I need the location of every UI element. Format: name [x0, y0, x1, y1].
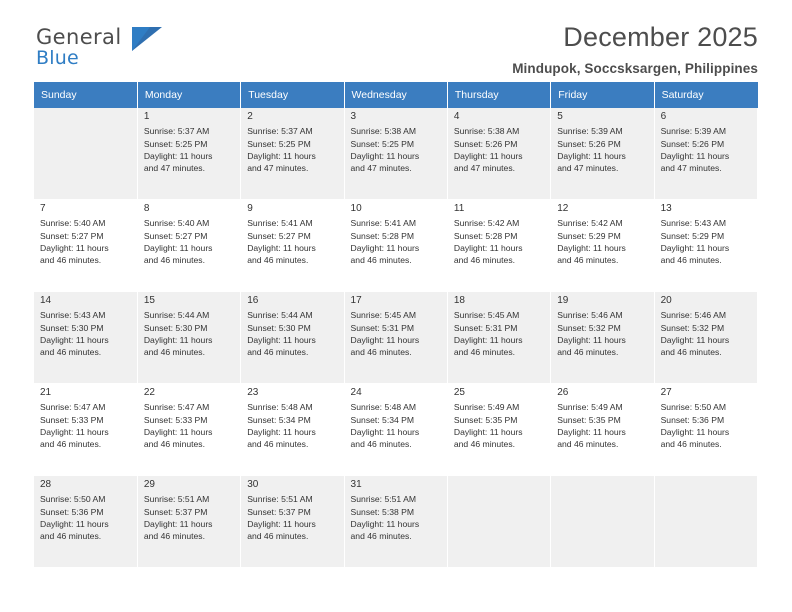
day-info-line: Sunrise: 5:42 AM [557, 218, 623, 229]
calendar-day-cell[interactable] [551, 200, 654, 292]
calendar-empty-cell [654, 476, 757, 568]
day-number: 4 [453, 111, 460, 122]
weekday-header-thursday: Thursday [447, 82, 550, 108]
calendar-day-cell[interactable] [34, 384, 137, 476]
day-info-line: Sunrise: 5:39 AM [557, 126, 623, 137]
day-number: 29 [143, 479, 155, 490]
day-info-line: Sunrise: 5:39 AM [660, 126, 727, 137]
title-block [512, 22, 758, 76]
day-info-line: Daylight: 11 hours [557, 426, 626, 437]
day-number: 8 [143, 203, 150, 214]
day-info-line: Sunset: 5:25 PM [143, 138, 208, 149]
day-info-line: Sunrise: 5:43 AM [660, 218, 727, 229]
day-info-line: Daylight: 11 hours [40, 426, 109, 437]
day-number: 26 [557, 387, 569, 398]
day-info-line: Daylight: 11 hours [40, 334, 109, 345]
logo-text-general: General [36, 25, 122, 49]
calendar-day-cell[interactable] [654, 108, 757, 200]
day-info-line: Sunset: 5:27 PM [247, 230, 311, 241]
calendar-day-cell[interactable] [551, 108, 654, 200]
calendar-day-cell[interactable] [654, 384, 757, 476]
day-info-line: and 46 minutes. [247, 531, 309, 542]
day-info-line: and 46 minutes. [557, 439, 619, 450]
day-info-line: and 46 minutes. [143, 255, 205, 266]
brand-logo[interactable] [36, 26, 236, 78]
calendar-empty-cell [447, 476, 550, 568]
day-number: 27 [660, 387, 672, 398]
day-info-line: and 47 minutes. [350, 163, 412, 174]
calendar-empty-cell [34, 108, 137, 200]
location-subtitle: Mindupok, Soccsksargen, Philippines [512, 61, 758, 76]
day-info-line: Sunset: 5:37 PM [247, 506, 311, 517]
day-info-line: Sunset: 5:37 PM [143, 506, 208, 517]
day-info-line: and 47 minutes. [557, 163, 619, 174]
day-info-line: Sunset: 5:25 PM [247, 138, 311, 149]
calendar-day-cell[interactable] [654, 292, 757, 384]
day-info-line: and 46 minutes. [350, 439, 412, 450]
day-info-line: and 46 minutes. [453, 347, 516, 358]
day-info-line: and 46 minutes. [660, 255, 722, 266]
day-info-line: Sunset: 5:30 PM [247, 322, 311, 333]
day-info-line: Sunset: 5:38 PM [350, 506, 415, 517]
weekday-header-monday: Monday [137, 82, 240, 108]
day-info-line: Sunset: 5:29 PM [557, 230, 621, 241]
day-info-line: and 46 minutes. [40, 531, 102, 542]
calendar-week-row [34, 108, 758, 200]
day-info-line: Sunrise: 5:40 AM [40, 218, 106, 229]
day-info-line: Sunrise: 5:47 AM [40, 402, 106, 413]
weekday-header-tuesday: Tuesday [241, 82, 344, 108]
page-title: December 2025 [563, 22, 758, 52]
day-info-line: Daylight: 11 hours [247, 334, 316, 345]
day-info-line: Daylight: 11 hours [247, 150, 316, 161]
calendar-day-cell[interactable] [241, 476, 344, 568]
day-info-line: Daylight: 11 hours [660, 334, 730, 345]
day-number: 14 [40, 295, 52, 306]
day-number: 9 [247, 203, 253, 214]
day-number: 6 [660, 111, 667, 122]
day-number: 30 [247, 479, 259, 490]
day-info-line: and 46 minutes. [143, 439, 205, 450]
calendar-day-cell[interactable] [241, 292, 344, 384]
day-info-line: and 46 minutes. [557, 347, 619, 358]
day-info-line: Sunrise: 5:42 AM [453, 218, 520, 229]
calendar-day-cell[interactable] [137, 476, 240, 568]
page-header [34, 0, 758, 76]
flag-icon [132, 27, 162, 51]
day-number: 7 [40, 203, 46, 214]
day-info-line: Sunset: 5:31 PM [350, 322, 415, 333]
day-info-line: Sunrise: 5:44 AM [143, 310, 210, 321]
day-info-line: Sunrise: 5:47 AM [143, 402, 210, 413]
calendar-week-row [34, 292, 758, 384]
day-info-line: Sunrise: 5:48 AM [350, 402, 416, 413]
calendar-day-cell[interactable] [137, 292, 240, 384]
weekday-header-row [34, 82, 758, 108]
day-info-line: Daylight: 11 hours [350, 518, 420, 529]
calendar-day-cell[interactable] [137, 108, 240, 200]
day-info-line: Sunrise: 5:51 AM [350, 494, 416, 505]
logo-text-blue: Blue [36, 47, 79, 69]
calendar-day-cell[interactable] [447, 200, 550, 292]
day-info-line: Daylight: 11 hours [143, 150, 213, 161]
calendar-day-cell[interactable] [241, 200, 344, 292]
calendar-day-cell[interactable] [137, 384, 240, 476]
day-info-line: and 46 minutes. [557, 255, 619, 266]
weekday-header-wednesday: Wednesday [344, 82, 447, 108]
day-info-line: Daylight: 11 hours [453, 150, 523, 161]
weekday-header-friday: Friday [551, 82, 654, 108]
calendar-day-cell[interactable] [241, 384, 344, 476]
day-info-line: Sunset: 5:25 PM [350, 138, 415, 149]
day-info-line: Sunset: 5:31 PM [453, 322, 518, 333]
day-info-line: and 46 minutes. [247, 347, 309, 358]
day-info-line: Sunset: 5:30 PM [143, 322, 208, 333]
day-info-line: and 46 minutes. [40, 439, 102, 450]
calendar-day-cell[interactable] [447, 108, 550, 200]
day-info-line: Sunset: 5:33 PM [143, 414, 208, 425]
calendar-day-cell[interactable] [137, 200, 240, 292]
day-info-line: Sunset: 5:36 PM [660, 414, 725, 425]
day-number: 19 [557, 295, 569, 306]
day-number: 12 [557, 203, 569, 214]
day-info-line: Sunset: 5:29 PM [660, 230, 725, 241]
day-number: 20 [660, 295, 672, 306]
calendar-week-row [34, 384, 758, 476]
day-info-line: and 46 minutes. [350, 347, 412, 358]
day-number: 2 [247, 111, 253, 122]
day-info-line: and 46 minutes. [350, 531, 412, 542]
calendar-empty-cell [551, 476, 654, 568]
day-info-line: Daylight: 11 hours [453, 334, 523, 345]
day-info-line: Sunrise: 5:50 AM [40, 494, 106, 505]
calendar-day-cell[interactable] [447, 384, 550, 476]
day-number: 25 [453, 387, 465, 398]
day-number: 17 [350, 295, 362, 306]
day-info-line: Daylight: 11 hours [247, 426, 316, 437]
day-number: 31 [350, 479, 362, 490]
day-info-line: Daylight: 11 hours [40, 242, 109, 253]
day-info-line: Sunset: 5:27 PM [40, 230, 104, 241]
day-info-line: Sunrise: 5:38 AM [350, 126, 416, 137]
day-info-line: Sunrise: 5:49 AM [557, 402, 623, 413]
day-info-line: Sunrise: 5:49 AM [453, 402, 520, 413]
calendar-day-cell[interactable] [344, 108, 447, 200]
calendar-day-cell[interactable] [344, 384, 447, 476]
day-info-line: and 46 minutes. [453, 255, 516, 266]
calendar-day-cell[interactable] [34, 476, 137, 568]
calendar-day-cell[interactable] [344, 476, 447, 568]
calendar-day-cell[interactable] [551, 384, 654, 476]
day-info-line: Sunrise: 5:37 AM [143, 126, 210, 137]
calendar-day-cell[interactable] [241, 108, 344, 200]
day-number: 13 [660, 203, 672, 214]
day-info-line: Sunset: 5:30 PM [40, 322, 104, 333]
day-info-line: and 46 minutes. [143, 531, 205, 542]
day-number: 28 [40, 479, 52, 490]
day-info-line: Daylight: 11 hours [660, 150, 730, 161]
day-info-line: Daylight: 11 hours [557, 150, 626, 161]
day-number: 21 [40, 387, 52, 398]
calendar-week-row [34, 200, 758, 292]
day-info-line: and 46 minutes. [660, 439, 722, 450]
day-info-line: Sunrise: 5:51 AM [143, 494, 210, 505]
weekday-header-saturday: Saturday [654, 82, 757, 108]
day-info-line: and 47 minutes. [143, 163, 205, 174]
day-info-line: Daylight: 11 hours [453, 242, 523, 253]
day-info-line: Daylight: 11 hours [660, 426, 730, 437]
day-info-line: and 47 minutes. [247, 163, 309, 174]
calendar-day-cell[interactable] [34, 292, 137, 384]
day-number: 18 [453, 295, 465, 306]
day-info-line: Sunrise: 5:41 AM [247, 218, 313, 229]
calendar-table [34, 82, 758, 568]
day-info-line: Sunset: 5:28 PM [350, 230, 415, 241]
day-info-line: Sunrise: 5:50 AM [660, 402, 727, 413]
day-info-line: Sunset: 5:26 PM [557, 138, 621, 149]
day-info-line: Daylight: 11 hours [350, 150, 420, 161]
day-info-line: Daylight: 11 hours [247, 242, 316, 253]
day-info-line: and 46 minutes. [40, 255, 102, 266]
day-info-line: Sunrise: 5:44 AM [247, 310, 313, 321]
day-info-line: Sunrise: 5:45 AM [453, 310, 520, 321]
day-number: 11 [453, 203, 465, 214]
day-info-line: and 46 minutes. [247, 255, 309, 266]
day-info-line: Sunset: 5:32 PM [660, 322, 725, 333]
day-info-line: Daylight: 11 hours [247, 518, 316, 529]
calendar-day-cell[interactable] [344, 292, 447, 384]
day-number: 24 [350, 387, 362, 398]
calendar-week-row [34, 476, 758, 568]
day-info-line: Sunset: 5:28 PM [453, 230, 518, 241]
day-number: 10 [350, 203, 362, 214]
day-info-line: and 46 minutes. [40, 347, 102, 358]
day-info-line: Sunrise: 5:46 AM [557, 310, 623, 321]
day-info-line: Sunrise: 5:37 AM [247, 126, 313, 137]
day-info-line: Sunset: 5:34 PM [350, 414, 415, 425]
day-info-line: Sunrise: 5:48 AM [247, 402, 313, 413]
day-info-line: Sunset: 5:26 PM [660, 138, 725, 149]
day-info-line: Sunrise: 5:45 AM [350, 310, 416, 321]
day-info-line: Daylight: 11 hours [660, 242, 730, 253]
day-info-line: Daylight: 11 hours [40, 518, 109, 529]
day-info-line: Sunset: 5:35 PM [557, 414, 621, 425]
day-info-line: and 46 minutes. [660, 347, 722, 358]
day-info-line: Sunrise: 5:38 AM [453, 126, 520, 137]
day-info-line: Sunrise: 5:41 AM [350, 218, 416, 229]
day-info-line: Sunrise: 5:51 AM [247, 494, 313, 505]
day-info-line: Sunset: 5:27 PM [143, 230, 208, 241]
weekday-header-sunday: Sunday [34, 82, 137, 108]
day-info-line: Daylight: 11 hours [143, 242, 213, 253]
day-number: 3 [350, 111, 357, 122]
day-info-line: Daylight: 11 hours [453, 426, 523, 437]
day-number: 22 [143, 387, 155, 398]
calendar-day-cell[interactable] [551, 292, 654, 384]
day-info-line: Daylight: 11 hours [143, 518, 213, 529]
day-info-line: Daylight: 11 hours [350, 242, 420, 253]
day-number: 5 [557, 111, 563, 122]
day-info-line: Daylight: 11 hours [350, 426, 420, 437]
day-info-line: Daylight: 11 hours [143, 426, 213, 437]
day-info-line: Sunset: 5:32 PM [557, 322, 621, 333]
day-info-line: and 47 minutes. [453, 163, 516, 174]
day-info-line: Daylight: 11 hours [557, 334, 626, 345]
calendar-day-cell[interactable] [654, 200, 757, 292]
day-info-line: Sunset: 5:35 PM [453, 414, 518, 425]
day-info-line: Daylight: 11 hours [143, 334, 213, 345]
day-info-line: and 46 minutes. [143, 347, 205, 358]
day-info-line: Daylight: 11 hours [557, 242, 626, 253]
day-number: 16 [247, 295, 259, 306]
calendar-day-cell[interactable] [447, 292, 550, 384]
day-number: 15 [143, 295, 155, 306]
day-info-line: Sunset: 5:26 PM [453, 138, 518, 149]
day-info-line: Sunset: 5:34 PM [247, 414, 311, 425]
day-info-line: and 47 minutes. [660, 163, 722, 174]
day-info-line: Sunrise: 5:40 AM [143, 218, 210, 229]
day-info-line: Sunrise: 5:46 AM [660, 310, 727, 321]
day-number: 1 [143, 111, 150, 122]
day-info-line: and 46 minutes. [350, 255, 412, 266]
day-number: 23 [247, 387, 259, 398]
day-info-line: Daylight: 11 hours [350, 334, 420, 345]
day-info-line: Sunset: 5:33 PM [40, 414, 104, 425]
day-info-line: and 46 minutes. [247, 439, 309, 450]
calendar-body [34, 108, 758, 568]
day-info-line: Sunset: 5:36 PM [40, 506, 104, 517]
calendar-day-cell[interactable] [34, 200, 137, 292]
day-info-line: Sunrise: 5:43 AM [40, 310, 106, 321]
calendar-day-cell[interactable] [344, 200, 447, 292]
day-info-line: and 46 minutes. [453, 439, 516, 450]
